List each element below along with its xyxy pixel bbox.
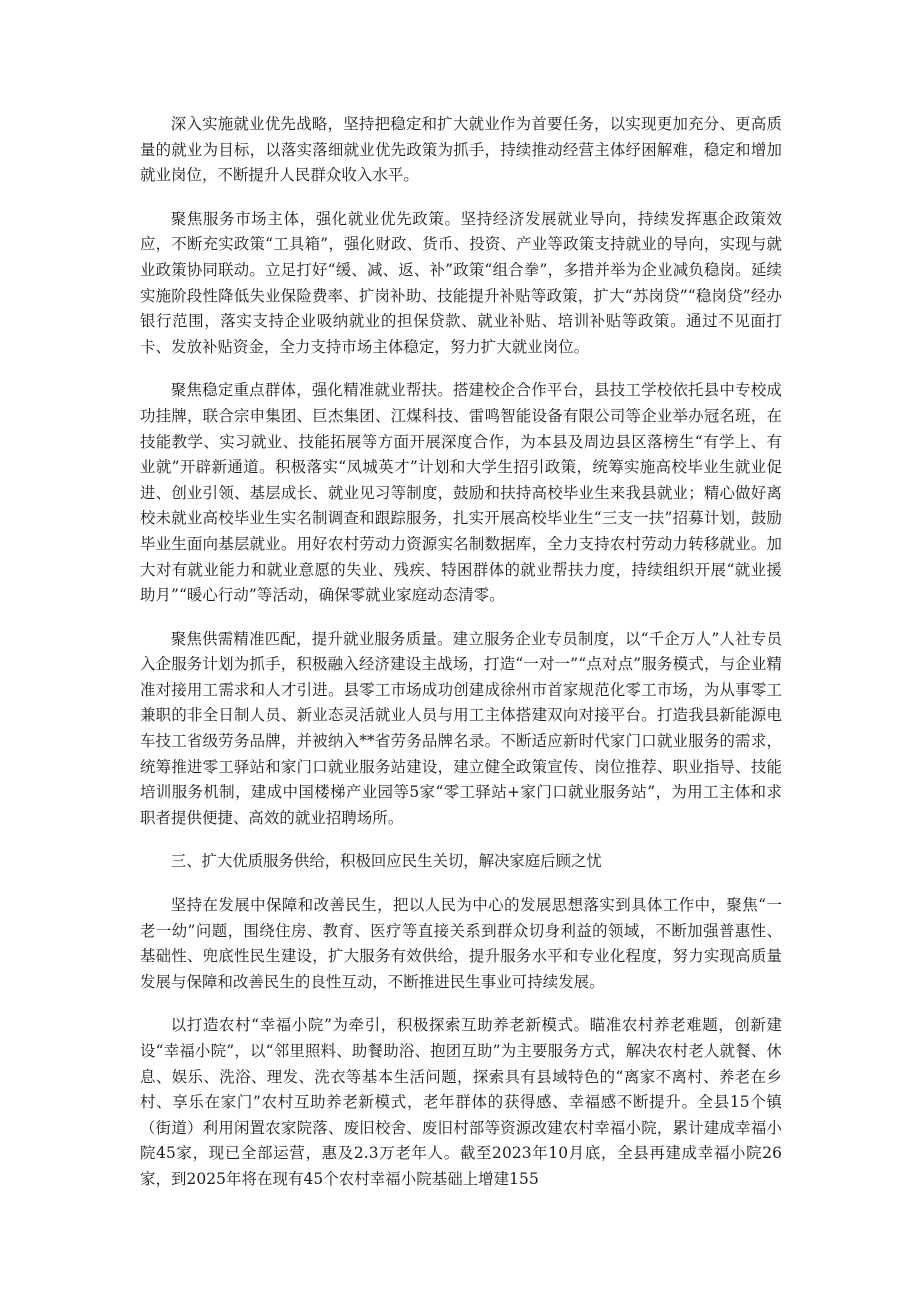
document-page (140, 112, 782, 1211)
paragraph-supply-demand: 聚焦供需精准匹配，提升就业服务质量。建立服务企业专员制度，以“千企万人”人社专员入企服务计划为抓手，积极融入经济建设主战场，打造“一对一”“点对点”服务模式，与企业精准对接用工需求和人才引进。县零工市场成功创建成徐州市首家规范化零工市场，为从事零工兼职的非全日制人员、新业态灵活就业人员与用工主体搭建双向对接平台。打造我县新能源电车技工省级劳务品牌，并被纳入**省劳务品牌名录。不断适应新时代家门口就业服务的需求，统筹推进零工驿站和家门口就业服务站建设，建立健全政策宣传、岗位推荐、职业指导、技能培训服务机制，建成中国楼梯产业园等5家“零工驿站+家门口就业服务站”，为用工主体和求职者提供便捷、高效的就业招聘场所。 (140, 629, 782, 827)
paragraph-employment-priority: 深入实施就业优先战略，坚持把稳定和扩大就业作为首要任务，以实现更加充分、更高质量的就业为目标，以落实落细就业优先政策为抓手，持续推动经营主体纾困解难，稳定和增加就业岗位，不断提升人民群众收入水平。 (140, 115, 782, 185)
paragraph-key-groups: 聚焦稳定重点群体，强化精准就业帮扶。搭建校企合作平台，县技工学校依托县中专校成功挂牌，联合宗申集团、巨杰集团、江煤科技、雷鸣智能设备有限公司等企业举办冠名班，在技能教学、实习就业、技能拓展等方面开展深度合作，为本县及周边县区落榜生“有学上、有业就”开辟新通道。积极落实“凤城英才”计划和大学生招引政策，统筹实施高校毕业生就业促进、创业引领、基层成长、就业见习等制度，鼓励和扶持高校毕业生来我县就业；精心做好离校未就业高校毕业生实名制调查和跟踪服务，扎实开展高校毕业生“三支一扶”招募计划，鼓励毕业生面向基层就业。用好农村劳动力资源实名制数据库，全力支持农村劳动力转移就业。加大对有就业能力和就业意愿的失业、残疾、特困群体的就业帮扶力度，持续组织开展“就业援助月”“暖心行动”等活动，确保零就业家庭动态清零。 (140, 381, 782, 605)
section-heading-three: 三、扩大优质服务供给，积极回应民生关切，解决家庭后顾之忧 (170, 852, 602, 871)
paragraph-market-entities: 聚焦服务市场主体，强化就业优先政策。坚持经济发展就业导向，持续发挥惠企政策效应，不断充实政策“工具箱”，强化财政、货币、投资、产业等政策支持就业的导向，实现与就业政策协同联动。立足打好“缓、减、返、补”政策“组合拳”，多措并举为企业减负稳岗。延续实施阶段性降低失业保险费率、扩岗补助、技能提升补贴等政策，扩大“苏岗贷”“稳岗贷”经办银行范围，落实支持企业吸纳就业的担保贷款、就业补贴、培训补贴等政策。通过不见面打卡、发放补贴资金，全力支持市场主体稳定，努力扩大就业岗位。 (140, 209, 782, 356)
paragraph-happy-courtyard: 以打造农村“幸福小院”为牵引，积极探索互助养老新模式。瞄准农村养老难题，创新建设“幸福小院”，以“邻里照料、助餐助浴、抱团互助”为主要服务方式，解决农村老人就餐、休息、娱乐、洗浴、理发、洗衣等基本生活问题，探索具有县域特色的“离家不离村、养老在乡村、享乐在家门”农村互助养老新模式，老年群体的获得感、幸福感不断提升。全县15个镇（街道）利用闲置农家院落、废旧校舍、废旧村部等资源改建农村幸福小院，累计建成幸福小院45家，现已全部运营，惠及2.3万老年人。截至2023年10月底，全县再建成幸福小院26家，到2025年将在现有45个农村幸福小院基础上增建155 (140, 1016, 782, 1188)
paragraph-livelihood: 坚持在发展中保障和改善民生，把以人民为中心的发展思想落实到具体工作中，聚焦“一老一幼”问题，围绕住房、教育、医疗等直接关系到群众切身利益的领域，不断加强普惠性、基础性、兜底性民生建设，扩大服务有效供给，提升服务水平和专业化程度，努力实现高质量发展与保障和改善民生的良性互动，不断推进民生事业可持续发展。 (140, 896, 782, 991)
